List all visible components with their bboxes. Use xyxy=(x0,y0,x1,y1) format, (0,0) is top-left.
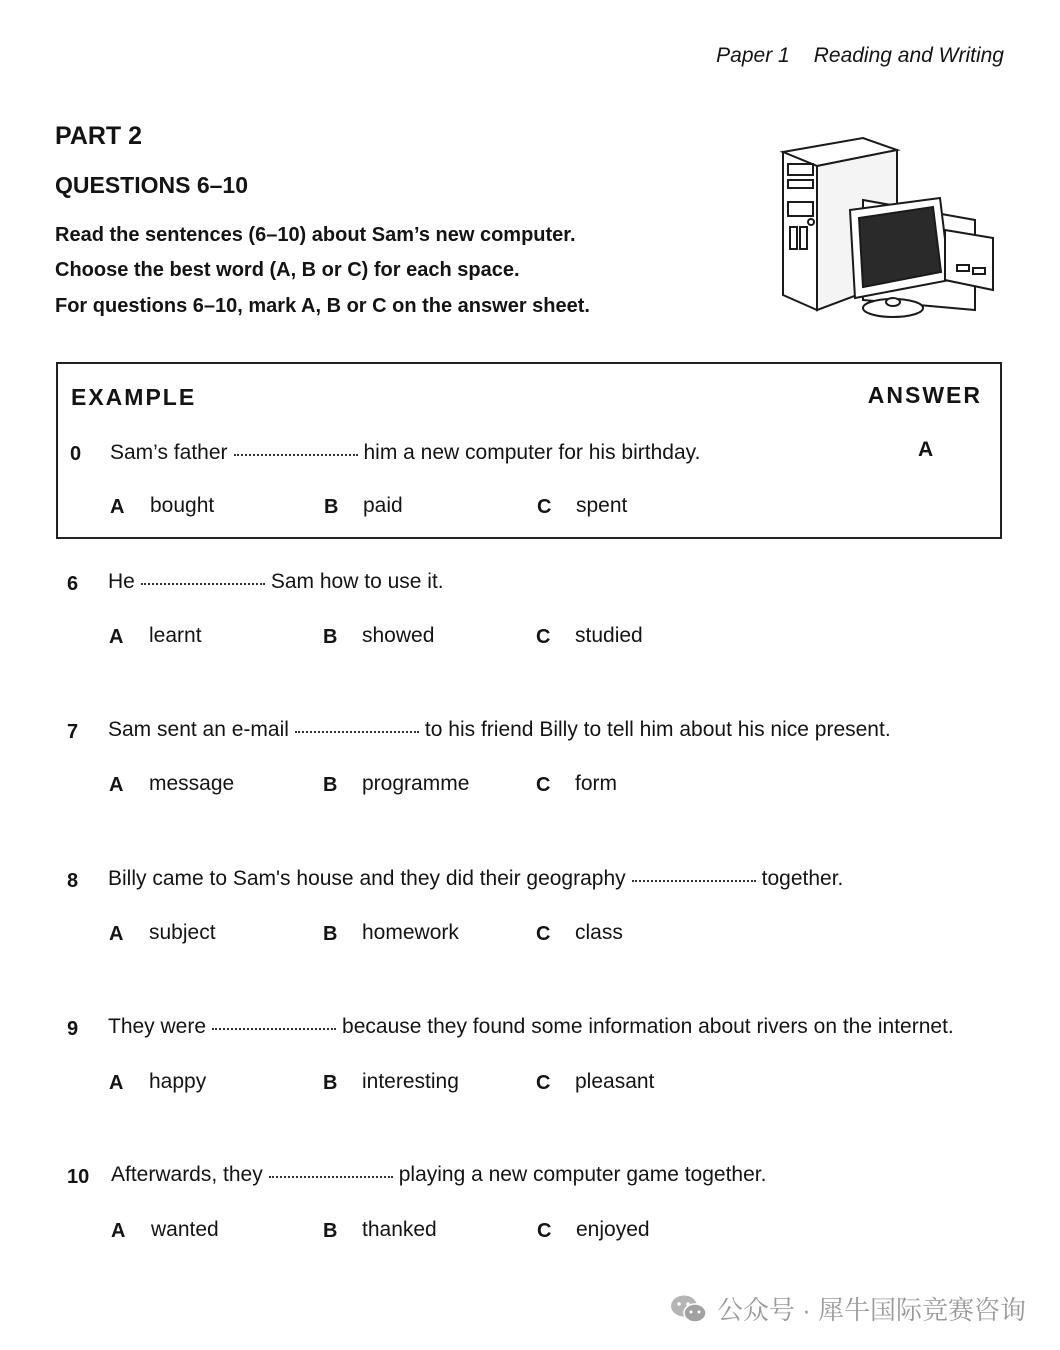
option-word-c: spent xyxy=(576,494,628,517)
question-6-sentence xyxy=(108,570,444,594)
q7-option-letter-a[interactable]: A xyxy=(109,774,124,796)
blank-line xyxy=(295,730,419,733)
question-7-number: 7 xyxy=(67,721,79,743)
example-number: 0 xyxy=(70,443,82,465)
q7-option-word-b[interactable]: programme xyxy=(362,772,470,795)
q8-option-word-b[interactable]: homework xyxy=(362,921,459,944)
q8-option-letter-a[interactable]: A xyxy=(109,923,124,945)
q7-option-letter-c[interactable]: C xyxy=(536,774,551,796)
questions-title: QUESTIONS 6–10 xyxy=(55,172,249,198)
q10-option-word-c[interactable]: enjoyed xyxy=(576,1218,650,1241)
question-8-sentence xyxy=(108,867,843,891)
q9-option-word-c[interactable]: pleasant xyxy=(575,1070,655,1093)
q10-option-letter-b[interactable]: B xyxy=(323,1220,338,1242)
sentence-after: together. xyxy=(761,867,844,890)
q8-option-letter-c[interactable]: C xyxy=(536,923,551,945)
q10-option-word-a[interactable]: wanted xyxy=(151,1218,219,1241)
question-9-sentence xyxy=(108,1015,954,1039)
option-letter-c: C xyxy=(537,496,552,518)
page-header xyxy=(716,44,1004,68)
question-9-number: 9 xyxy=(67,1018,79,1040)
blank-line xyxy=(141,582,265,585)
section-label: Reading and Writing xyxy=(813,44,1004,67)
q6-option-word-a[interactable]: learnt xyxy=(149,624,202,647)
q8-option-letter-b[interactable]: B xyxy=(323,923,338,945)
q6-option-letter-b[interactable]: B xyxy=(323,626,338,648)
sentence-before: They were xyxy=(108,1015,207,1038)
instruction-line-2: Choose the best word (A, B or C) for each space. xyxy=(55,259,520,281)
watermark-text: 公众号 · 犀牛国际竞赛咨询 xyxy=(716,1295,1026,1325)
example-answer: A xyxy=(918,438,934,461)
sentence-after: him a new computer for his birthday. xyxy=(363,441,701,464)
wechat-icon xyxy=(669,1293,709,1325)
q6-option-letter-c[interactable]: C xyxy=(536,626,551,648)
q6-option-word-b[interactable]: showed xyxy=(362,624,435,647)
example-box xyxy=(56,362,1002,539)
blank-line xyxy=(212,1027,336,1030)
watermark xyxy=(669,1290,1026,1327)
q9-option-letter-b[interactable]: B xyxy=(323,1072,338,1094)
q8-option-word-c[interactable]: class xyxy=(575,921,623,944)
q7-option-word-a[interactable]: message xyxy=(149,772,235,795)
sentence-before: He xyxy=(108,570,135,593)
option-word-b: paid xyxy=(363,494,403,517)
sentence-after: because they found some information about rivers on the internet. xyxy=(342,1015,954,1038)
part-title: PART 2 xyxy=(55,122,143,150)
q10-option-word-b[interactable]: thanked xyxy=(362,1218,437,1241)
q7-option-word-c[interactable]: form xyxy=(575,772,617,795)
question-10-number: 10 xyxy=(67,1166,90,1188)
sentence-after: to his friend Billy to tell him about his nice present. xyxy=(424,718,891,741)
blank-line xyxy=(234,453,358,456)
question-6-number: 6 xyxy=(67,573,79,595)
sentence-before: Sam’s father xyxy=(110,441,228,464)
sentence-after: Sam how to use it. xyxy=(270,570,444,593)
paper-label: Paper 1 xyxy=(716,44,790,67)
q9-option-word-b[interactable]: interesting xyxy=(362,1070,459,1093)
option-letter-b: B xyxy=(324,496,339,518)
q7-option-letter-b[interactable]: B xyxy=(323,774,338,796)
blank-line xyxy=(269,1175,393,1178)
question-7-sentence xyxy=(108,718,891,742)
question-8-number: 8 xyxy=(67,870,79,892)
sentence-before: Afterwards, they xyxy=(111,1163,263,1186)
instruction-line-1: Read the sentences (6–10) about Sam’s new computer. xyxy=(55,224,576,246)
q10-option-letter-c[interactable]: C xyxy=(537,1220,552,1242)
q9-option-letter-a[interactable]: A xyxy=(109,1072,124,1094)
sentence-after: playing a new computer game together. xyxy=(398,1163,767,1186)
sentence-before: Billy came to Sam's house and they did their geography xyxy=(108,867,626,890)
q9-option-word-a[interactable]: happy xyxy=(149,1070,207,1093)
sentence-before: Sam sent an e-mail xyxy=(108,718,289,741)
example-label: EXAMPLE xyxy=(71,384,197,410)
q10-option-letter-a[interactable]: A xyxy=(111,1220,126,1242)
q6-option-word-c[interactable]: studied xyxy=(575,624,643,647)
q8-option-word-a[interactable]: subject xyxy=(149,921,216,944)
desktop-computer-icon xyxy=(775,130,1000,325)
answer-label: ANSWER xyxy=(867,382,982,408)
q9-option-letter-c[interactable]: C xyxy=(536,1072,551,1094)
q6-option-letter-a[interactable]: A xyxy=(109,626,124,648)
option-word-a: bought xyxy=(150,494,215,517)
blank-line xyxy=(632,879,756,882)
instruction-line-3: For questions 6–10, mark A, B or C on the answer sheet. xyxy=(55,295,590,317)
option-letter-a: A xyxy=(110,496,125,518)
example-sentence xyxy=(110,441,700,465)
question-10-sentence xyxy=(111,1163,766,1187)
